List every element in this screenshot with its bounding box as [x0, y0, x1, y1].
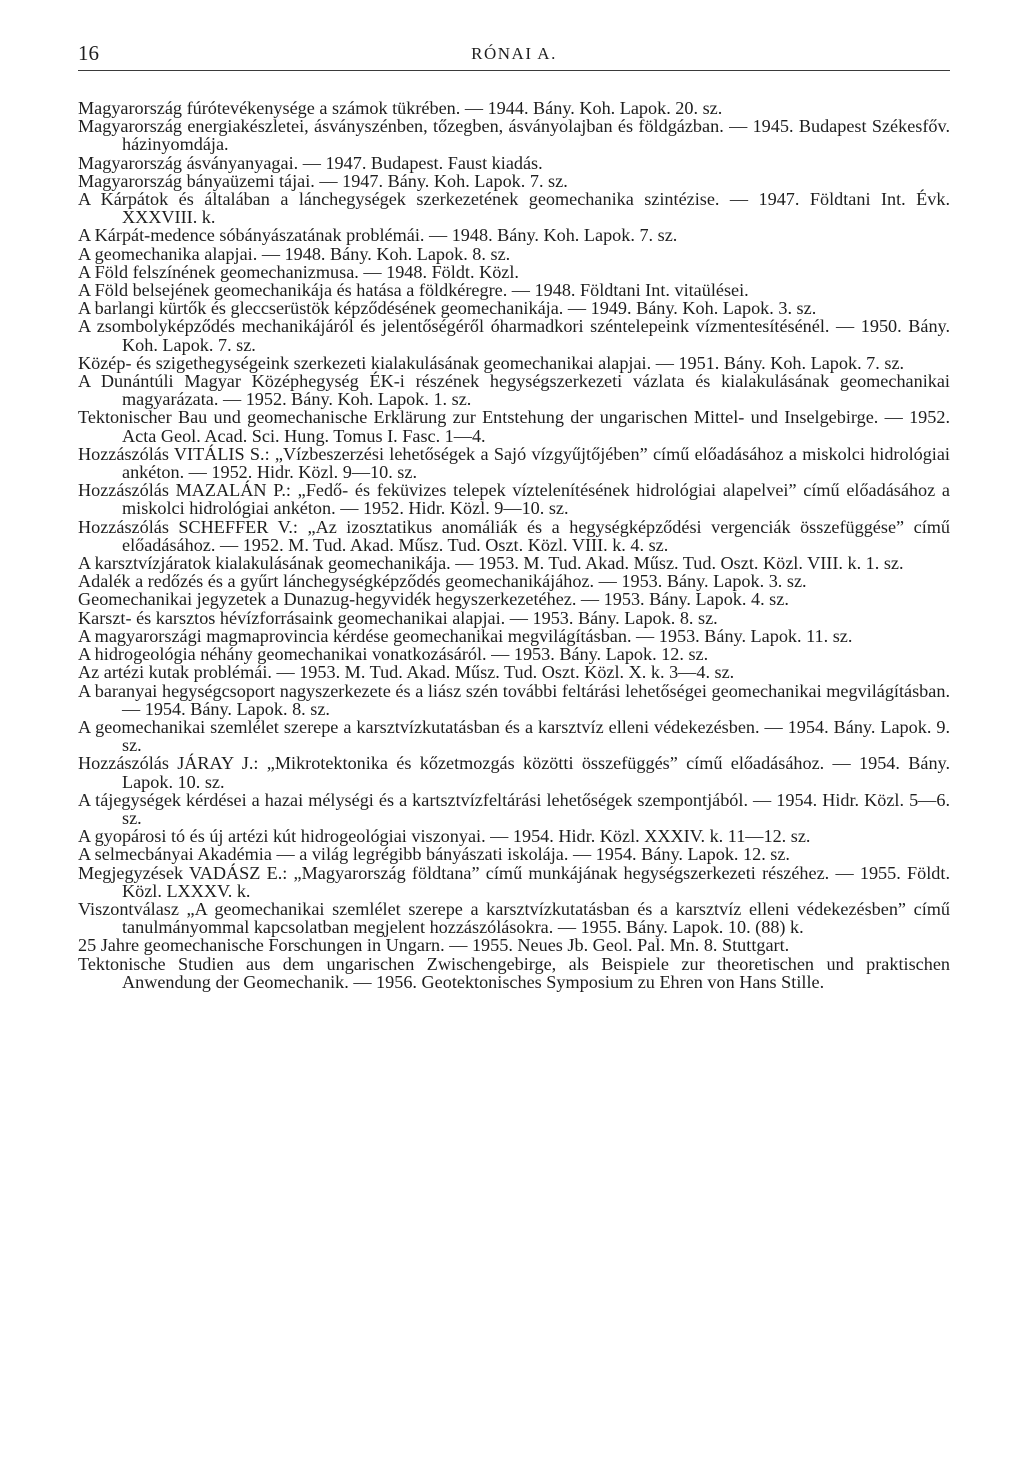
- running-title: RÓNAI A.: [471, 44, 557, 63]
- page-header: [78, 40, 950, 70]
- bibliography-entry: Adalék a redőzés és a gyűrt lánchegységképződés geomechanikájához. — 1953. Bány. Lapok. 3. sz.: [78, 571, 807, 592]
- bibliography-entry: Geomechanikai jegyzetek a Dunazug-hegyvidék hegyszerkezetéhez. — 1953. Bány. Lapok. 4. sz.: [78, 589, 789, 610]
- bibliography-entry: Viszontválasz „A geomechanikai szemlélet szerepe a karsztvízkutatásban és a karsztvíz elleni védekezésben” című tanulmányommal kapcsolatban megjelent hozzászólásokra. — 1955. Bány. Lapok. 10. (88) k.: [78, 898, 950, 938]
- bibliography-entry: Hozzászólás JÁRAY J.: „Mikrotektonika és kőzetmozgás közötti összefüggés” című előadásához. — 1954. Bány. Lapok. 10. sz.: [78, 753, 950, 792]
- bibliography-entry: A barlangi kürtők és gleccserüstök képződésének geomechanikája. — 1949. Bány. Koh. Lapok. 3. sz.: [78, 298, 817, 319]
- bibliography-entry: A Kárpátok és általában a lánchegységek szerkezetének geomechanika szintézise. — 1947. Földtani Int. Évk. XXXVIII. k.: [78, 189, 950, 228]
- bibliography-entry: Közép- és szigethegységeink szerkezeti kialakulásának geomechanikai alapjai. — 1951. Bány. Koh. Lapok. 7. sz.: [78, 352, 905, 373]
- bibliography-entry: Megjegyzések VADÁSZ E.: „Magyarország földtana” című munkájának hegységszerkezeti részéhez. — 1955. Földt. Közl. LXXXV. k.: [78, 862, 950, 901]
- bibliography-list: [78, 99, 950, 991]
- bibliography-entry: A Dunántúli Magyar Középhegység ÉK-i részének hegységszerkezeti vázlata és kialakulásának geomechanikai magyarázata. — 1952. Bány. Koh. Lapok. 1. sz.: [78, 371, 950, 410]
- bibliography-entry: Hozzászólás MAZALÁN P.: „Fedő- és feküvizes telepek víztelenítésének hidrológiai alapelvei” című előadásához a miskolci hidrológiai ankéton. — 1952. Hidr. Közl. 9—10. sz.: [78, 480, 950, 519]
- bibliography-entry: 25 Jahre geomechanische Forschungen in Ungarn. — 1955. Neues Jb. Geol. Pal. Mn. 8. Stuttgart.: [78, 935, 790, 956]
- bibliography-entry: A tájegységek kérdései a hazai mélységi és a kartsztvízfeltárási lehetőségek szempontjából. — 1954. Hidr. Közl. 5—6. sz.: [78, 789, 950, 828]
- bibliography-entry: Magyarország energiakészletei, ásványszénben, tőzegben, ásványolajban és földgázban. — 1945. Budapest Székesfőv. házinyomdája.: [78, 116, 950, 155]
- bibliography-entry: A karsztvízjáratok kialakulásának geomechanikája. — 1953. M. Tud. Akad. Műsz. Tud. Oszt. Közl. VIII. k. 1. sz.: [78, 553, 904, 574]
- bibliography-entry: Karszt- és karsztos hévízforrásaink geomechanikai alapjai. — 1953. Bány. Lapok. 8. sz.: [78, 607, 718, 628]
- bibliography-entry: A zsombolyképződés mechanikájáról és jelentőségéről óharmadkori széntelepeink vízmentesítésénél. — 1950. Bány. Koh. Lapok. 7. sz.: [78, 316, 950, 355]
- bibliography-entry: Magyarország fúrótevékenysége a számok tükrében. — 1944. Bány. Koh. Lapok. 20. sz.: [78, 98, 723, 118]
- bibliography-entry: Tektonische Studien aus dem ungarischen Zwischengebirge, als Beispiele zur theoretischen und praktischen Anwendung der Geomechanik. — 1956. Geotektonisches Symposium zu Ehren von Hans Stille.: [78, 953, 950, 992]
- bibliography-entry: A geomechanikai szemlélet szerepe a karsztvízkutatásban és a karsztvíz elleni védekezésben. — 1954. Bány. Lapok. 9. sz.: [78, 716, 950, 756]
- bibliography-entry: Magyarország bányaüzemi tájai. — 1947. Bány. Koh. Lapok. 7. sz.: [78, 170, 568, 191]
- bibliography-entry: Hozzászólás VITÁLIS S.: „Vízbeszerzési lehetőségek a Sajó vízgyűjtőjében” című előadásához a miskolci hidrológiai ankéton. — 1952. Hidr. Közl. 9—10. sz.: [78, 443, 950, 483]
- bibliography-entry: A Kárpát-medence sóbányászatának problémái. — 1948. Bány. Koh. Lapok. 7. sz.: [78, 225, 678, 246]
- bibliography-entry: A selmecbányai Akadémia — a világ legrégibb bányászati iskolája. — 1954. Bány. Lapok. 12. sz.: [78, 844, 790, 865]
- bibliography-entry: A geomechanika alapjai. — 1948. Bány. Koh. Lapok. 8. sz.: [78, 243, 511, 264]
- bibliography-entry: Hozzászólás SCHEFFER V.: „Az izosztatikus anomáliák és a hegységképződési vergenciák összefüggése” című előadásához. — 1952. M. Tud. Akad. Műsz. Tud. Oszt. Közl. VIII. k. 4. sz.: [78, 516, 950, 555]
- page-number: 16: [78, 41, 99, 65]
- bibliography-entry: Tektonischer Bau und geomechanische Erklärung zur Entstehung der ungarischen Mittel- und Inselgebirge. — 1952. Acta Geol. Acad. Sci. Hung. Tomus I. Fasc. 1—4.: [78, 407, 950, 446]
- bibliography-entry: A Föld belsejének geomechanikája és hatása a földkéregre. — 1948. Földtani Int. vitaülései.: [78, 280, 749, 301]
- bibliography-entry: A baranyai hegységcsoport nagyszerkezete és a liász szén további feltárási lehetőségei geomechanikai megvilágításban. — 1954. Bány. Lapok. 8. sz.: [78, 680, 950, 719]
- bibliography-entry: Magyarország ásványanyagai. — 1947. Budapest. Faust kiadás.: [78, 152, 543, 173]
- bibliography-entry: A magyarországi magmaprovincia kérdése geomechanikai megvilágításban. — 1953. Bány. Lapok. 11. sz.: [78, 625, 853, 646]
- bibliography-entry: A gyopárosi tó és új artézi kút hidrogeológiai viszonyai. — 1954. Hidr. Közl. XXXIV. k. 11—12. sz.: [78, 826, 811, 847]
- bibliography-entry: Az artézi kutak problémái. — 1953. M. Tud. Akad. Műsz. Tud. Oszt. Közl. X. k. 3—4. sz.: [78, 662, 735, 683]
- bibliography-entry: A hidrogeológia néhány geomechanikai vonatkozásáról. — 1953. Bány. Lapok. 12. sz.: [78, 644, 709, 665]
- header-rule: [78, 70, 950, 71]
- bibliography-entry: A Föld felszínének geomechanizmusa. — 1948. Földt. Közl.: [78, 261, 519, 282]
